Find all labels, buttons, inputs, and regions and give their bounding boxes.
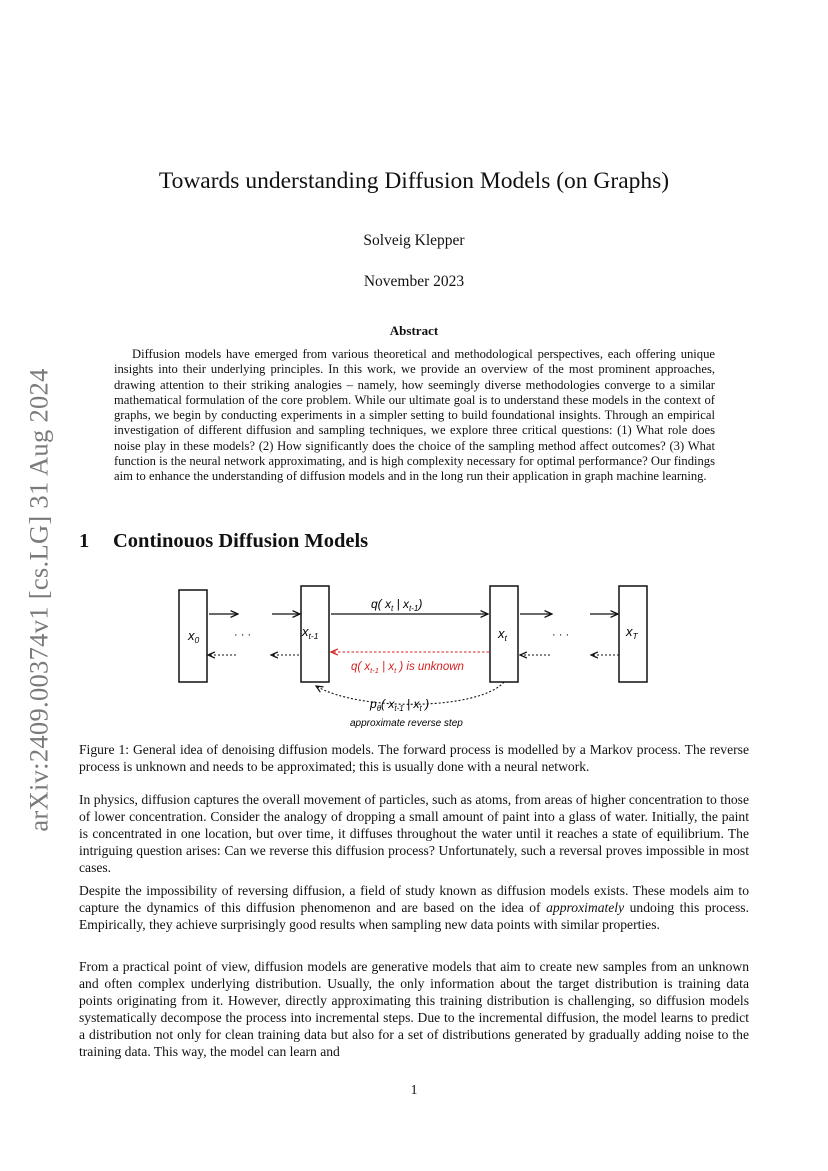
paragraph-3: From a practical point of view, diffusion models are generative models that aim to create new samples from an unknown and often complex underlying distribution. Usually, the only information about the target distribution is training data points originating from it. However, directly approximating this training distribution is challenging, so diffusion models systematically decompose the process into incremental steps. Due to the incremental diffusion, the model learns to predict a distribution not only for clean training data but also for a set of distributions generated by gradually adding noise to the training data. This way, the model can learn and bbox=[79, 959, 749, 1059]
forward-process-label: q( $x_t$ | $x_{t-1}$) bbox=[371, 597, 423, 613]
arxiv-identifier bbox=[18, 352, 60, 848]
section-title: Continouos Diffusion Models bbox=[113, 530, 369, 552]
ellipsis-left: · · · bbox=[234, 629, 252, 641]
date: November 2023 bbox=[363, 273, 465, 290]
paragraph-2-b: undoing this process. Empirically, they achieve surprisingly good results when sampling new data points with similar properties. bbox=[79, 900, 749, 932]
page-number: 1 bbox=[410, 1082, 418, 1097]
figure-diagram bbox=[160, 580, 660, 732]
paragraph-2 bbox=[79, 882, 749, 933]
section-number: 1 bbox=[79, 530, 90, 552]
paragraph-1: In physics, diffusion captures the overall movement of particles, such as atoms, from areas of higher concentration to those of lower concentration. Consider the analogy of dropping a small amount of paint into a glass of water. Initially, the paint is concentrated in one location, but over time, it diffuses throughout the water until it reaches a state of equilibrium. The intriguing question arises: Can we reverse this diffusion process? Unfortunately, such a reversal proves impossible in most cases. bbox=[79, 792, 749, 875]
approximate-caption: approximate reverse step bbox=[350, 718, 463, 729]
reverse-unknown-label: q( $x_{t-1}$ | $x_t$ ) is unknown bbox=[351, 661, 464, 675]
author: Solveig Klepper bbox=[363, 232, 465, 249]
paper-title: Towards understanding Diffusion Models (on Graphs) bbox=[158, 168, 670, 194]
section-heading bbox=[79, 530, 368, 553]
approximate-label: $p_\theta$( $x_{t-1}$ | $x_t$ ) bbox=[370, 697, 430, 713]
label-xT: $x_T$ bbox=[626, 624, 638, 641]
arxiv-identifier-text: arXiv:2409.00374v1 [cs.LG] 31 Aug 2024 bbox=[23, 368, 54, 832]
abstract-text: Diffusion models have emerged from various theoretical and methodological perspectives, each offering unique insights into their underlying principles. In this work, we provide an overview of the most prominent approaches, drawing attention to their striking analogies – namely, how seemingly diverse methodologies converge to a similar mathematical formulation of the core problem. While our ultimate goal is to understand these models in the context of graphs, we begin by conducting experiments in a simpler setting to build foundational insights. Through an empirical investigation of different diffusion and sampling techniques, we explore three critical questions: (1) What role does noise play in these models? (2) How significantly does the choice of the sampling method affect outcomes? (3) What function is the neural network approximating, and is high complexity necessary for optimal performance? Our findings aim to enhance the understanding of diffusion models and in the long run their application in graph machine learning. bbox=[114, 347, 715, 484]
label-xt: $x_t$ bbox=[498, 626, 507, 643]
label-x0: $x_0$ bbox=[188, 628, 200, 645]
ellipsis-right: · · · bbox=[552, 629, 570, 641]
paragraph-2-emphasis: approximately bbox=[546, 900, 625, 915]
figure-caption: Figure 1: General idea of denoising diffusion models. The forward process is modelled by a Markov process. The reverse process is unknown and needs to be approximated; this is usually done with a neural network. bbox=[79, 742, 749, 774]
paragraph-2-a: Despite the impossibility of reversing diffusion, a field of study known as diffusion models exists. These models aim to capture the dynamics of this diffusion phenomenon and are based on the idea of bbox=[79, 883, 749, 915]
abstract-heading: Abstract bbox=[389, 323, 439, 338]
label-xt-1: $x_{t-1}$ bbox=[302, 624, 319, 641]
